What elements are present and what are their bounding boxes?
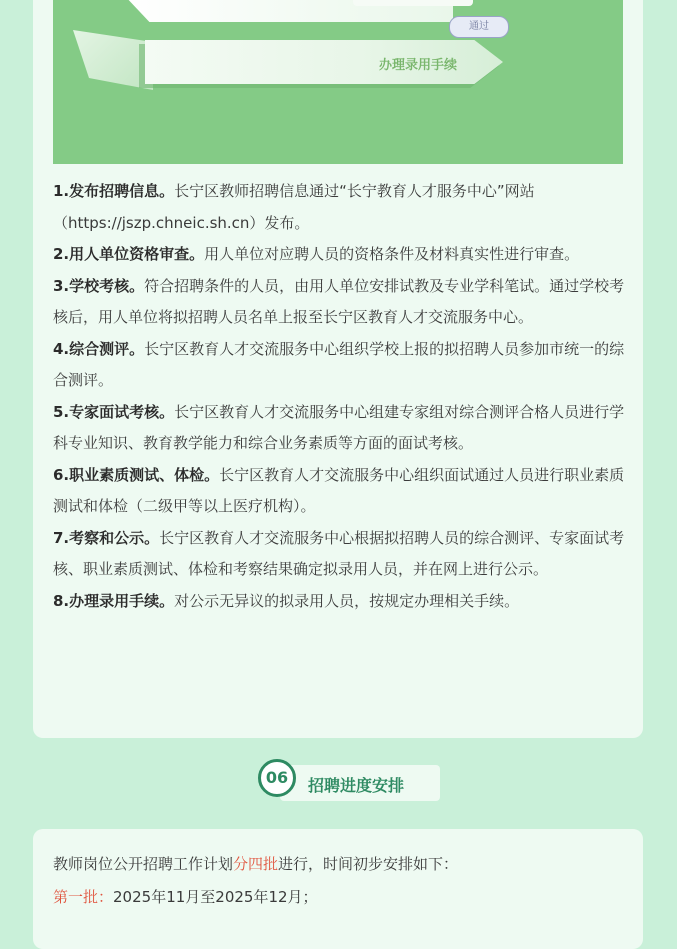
step-title: 2.用人单位资格审查。 <box>53 245 205 263</box>
step-text: 对公示无异议的拟录用人员，按规定办理相关手续。 <box>174 591 520 610</box>
process-flow-image <box>53 0 623 164</box>
step-title: 7.考察和公示。 <box>53 528 160 547</box>
step-title: 6.职业素质测试、体检。 <box>53 465 220 484</box>
step-text: 用人单位对应聘人员的资格条件及材料真实性进行审查。 <box>204 245 580 263</box>
step-item <box>53 523 628 586</box>
step-item <box>53 334 628 397</box>
step-item <box>53 271 628 334</box>
step-text: 长宁区教师招聘信息通过“长宁教育人才服务中心”网站（https://jszp.chneic.sh.cn）发布。 <box>53 182 535 232</box>
step-title: 8.办理录用手续。 <box>53 591 175 610</box>
step-text: 长宁区教育人才交流服务中心组建专家组对综合测评合格人员进行学科专业知识、教育教学能力和综合业务素质等方面的面试考核。 <box>53 402 625 452</box>
schedule-card <box>33 829 643 949</box>
schedule-intro <box>53 853 628 874</box>
step-item <box>53 239 628 271</box>
schedule-batch-1 <box>53 886 628 907</box>
section-header-schedule <box>258 759 448 803</box>
recruitment-process-card <box>33 0 643 738</box>
step-item <box>53 176 628 239</box>
schedule-intro-highlight: 分四批 <box>233 855 279 873</box>
batch-1-time: 2025年11月至2025年12月； <box>113 888 318 906</box>
step-title: 4.综合测评。 <box>53 339 145 358</box>
process-steps <box>53 176 628 617</box>
step-title: 3.学校考核。 <box>53 276 145 295</box>
step-text: 长宁区教育人才交流服务中心组织面试通过人员进行职业素质测试和体检（二级甲等以上医疗机构）。 <box>53 465 625 515</box>
schedule-intro-after: 进行，时间初步安排如下： <box>278 855 459 873</box>
batch-1-label: 第一批： <box>53 888 114 906</box>
step-title: 1.发布招聘信息。 <box>53 182 175 200</box>
step-text: 符合招聘条件的人员，由用人单位安排试教及专业学科笔试。通过学校考核后，用人单位将拟招聘人员名单上报至长宁区教育人才交流服务中心。 <box>53 276 625 326</box>
section-title: 招聘进度安排 <box>308 776 405 795</box>
flow-arrow-top-edge <box>353 0 473 6</box>
section-number-badge: 06 <box>258 759 296 797</box>
schedule-intro-before: 教师岗位公开招聘工作计划 <box>53 855 234 873</box>
step-item <box>53 460 628 523</box>
step-item <box>53 397 628 460</box>
flow-arrow-last-step-label: 办理录用手续 <box>379 58 458 73</box>
step-item <box>53 586 628 618</box>
pass-tag: 通过 <box>449 16 509 38</box>
step-text: 长宁区教育人才交流服务中心组织学校上报的拟招聘人员参加市统一的综合测评。 <box>53 339 625 389</box>
step-text: 长宁区教育人才交流服务中心根据拟招聘人员的综合测评、专家面试考核、职业素质测试、体检和考察结果确定拟录用人员，并在网上进行公示。 <box>53 528 625 578</box>
step-title: 5.专家面试考核。 <box>53 402 175 421</box>
